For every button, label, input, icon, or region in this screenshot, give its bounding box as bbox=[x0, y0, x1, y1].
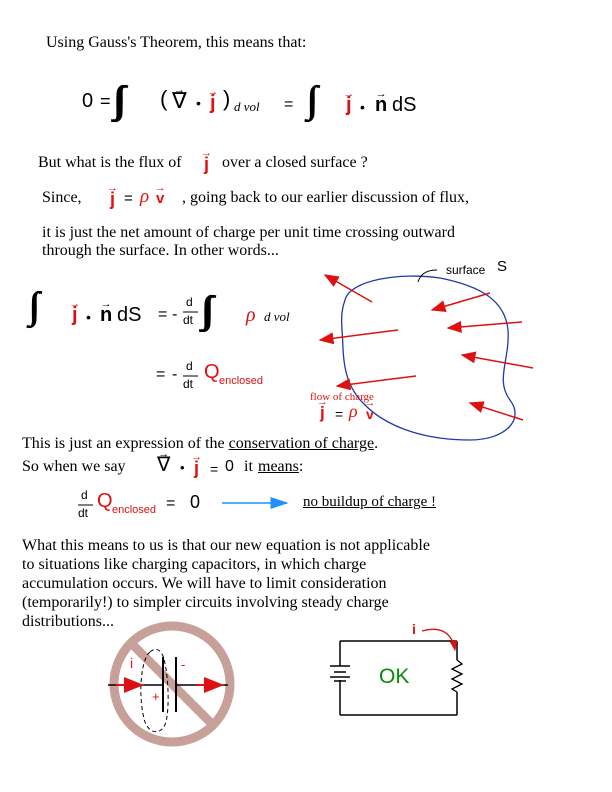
para2-line1: What this means to us is that our new equation is not applicable bbox=[22, 537, 430, 554]
eq3-equals: = bbox=[156, 366, 166, 383]
sowhen-j: → j bbox=[194, 459, 199, 477]
sowhen-means: means bbox=[258, 458, 299, 475]
eq2-dot: • bbox=[86, 309, 91, 325]
flow-v: → v bbox=[366, 405, 374, 423]
eq2-rho: ρ bbox=[246, 304, 256, 326]
para2-line5: distributions... bbox=[22, 613, 115, 630]
final-Q: Q bbox=[97, 490, 113, 512]
question-text-a: But what is the flux of bbox=[38, 154, 182, 171]
eq3-dt-denominator: dt bbox=[183, 377, 194, 391]
sowhen-text: So when we say bbox=[22, 458, 126, 475]
intro-text: Using Gauss's Theorem, this means that: bbox=[46, 34, 307, 51]
eq1-equals-2: = bbox=[284, 96, 294, 113]
final-enclosed: enclosed bbox=[112, 504, 157, 516]
eq1-j-rhs: → j bbox=[346, 96, 352, 114]
eq2-nhat: → n bbox=[100, 306, 112, 324]
eq2-dS: dS bbox=[117, 304, 142, 326]
conservation-link: conservation of charge bbox=[228, 435, 375, 452]
eq3-Q: Q bbox=[204, 361, 220, 383]
eq2-j: → j bbox=[72, 306, 78, 324]
eq1-equals: = bbox=[100, 91, 111, 111]
eq1-nabla: → ∇ bbox=[172, 92, 187, 110]
final-dt-denominator: dt bbox=[78, 506, 89, 520]
eq3-enclosed: enclosed bbox=[219, 375, 264, 387]
ok-label: OK bbox=[379, 665, 410, 688]
eq1-lparen: ( bbox=[160, 86, 168, 111]
eq2-equals: = bbox=[158, 306, 168, 323]
since-label: Since, bbox=[42, 189, 82, 206]
capacitor-minus-label: - bbox=[181, 657, 186, 672]
eq2-d-numerator: d bbox=[186, 295, 193, 309]
eq3-d-numerator: d bbox=[186, 359, 193, 373]
eq2-dt-denominator: dt bbox=[183, 313, 194, 327]
sowhen-equals: = bbox=[210, 461, 219, 477]
flow-j: → j bbox=[320, 404, 325, 422]
question-text-b: over a closed surface ? bbox=[222, 154, 368, 171]
since-j: → j bbox=[110, 190, 115, 208]
resistor-icon bbox=[452, 660, 462, 692]
final-equals: = bbox=[166, 495, 176, 512]
capacitor-plus-label: + bbox=[152, 689, 160, 704]
flow-label: flow of charge bbox=[310, 391, 374, 403]
eq2-dvol: d vol bbox=[264, 309, 290, 324]
para1-line1: it is just the net amount of charge per unit time crossing outward bbox=[42, 224, 455, 241]
eq1-rparen: ) bbox=[223, 86, 231, 111]
flow-equals: = bbox=[335, 406, 344, 422]
sowhen-nabla: → ∇ bbox=[157, 456, 170, 474]
final-d-numerator: d bbox=[81, 488, 88, 502]
eq1-dvol: d vol bbox=[234, 99, 260, 114]
eq1-dot: • bbox=[196, 95, 201, 111]
conservation-line: This is just an expression of the conservation of charge. bbox=[22, 435, 379, 452]
no-buildup-text: no buildup of charge ! bbox=[303, 494, 437, 510]
since-equals: = bbox=[124, 190, 133, 207]
eq3-minus: - bbox=[172, 366, 178, 383]
since-v: → v bbox=[156, 190, 164, 208]
circuit-current-label: i bbox=[412, 621, 416, 637]
eq1-j: → j bbox=[210, 94, 216, 112]
surface-symbol: S bbox=[497, 258, 508, 275]
sowhen-means-wrap: means: bbox=[258, 458, 304, 475]
sowhen-zero: 0 bbox=[225, 458, 234, 475]
eq1-dS: dS bbox=[392, 94, 417, 116]
eq1-nhat: → n bbox=[375, 96, 387, 114]
eq2-minus: - bbox=[172, 306, 178, 323]
current-curve-arrow-icon bbox=[422, 629, 455, 650]
sowhen-it: it bbox=[244, 458, 253, 475]
para2-line2: to situations like charging capacitors, in which charge bbox=[22, 556, 367, 573]
capacitor-current-label: i bbox=[130, 655, 134, 671]
question-j: → j bbox=[204, 155, 209, 173]
para2-line4: (temporarily!) to simpler circuits involving steady charge bbox=[22, 594, 389, 611]
sowhen-dot: • bbox=[180, 460, 185, 475]
surface-label: surface bbox=[446, 263, 486, 277]
eq1-dot-rhs: • bbox=[360, 99, 365, 115]
eq1-zero: 0 bbox=[82, 90, 94, 112]
flow-rho: ρ bbox=[349, 401, 358, 421]
since-rho: ρ bbox=[140, 186, 150, 207]
final-zero: 0 bbox=[190, 492, 201, 512]
since-tail: , going back to our earlier discussion of flux, bbox=[182, 189, 470, 206]
para1-line2: through the surface. In other words... bbox=[42, 242, 279, 259]
para2-line3: accumulation occurs. We will have to limit consideration bbox=[22, 575, 387, 592]
